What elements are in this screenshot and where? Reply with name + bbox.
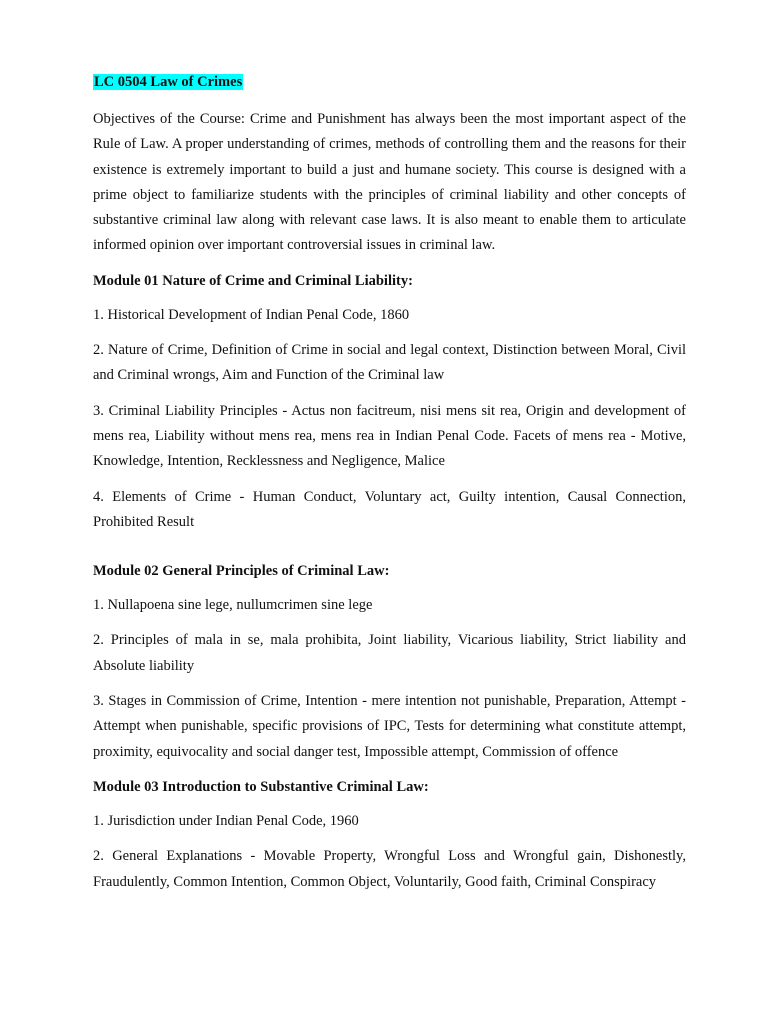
module-item: 1. Jurisdiction under Indian Penal Code, 1960: [93, 812, 359, 829]
module-item: 4. Elements of Crime - Human Conduct, Voluntary act, Guilty intention, Causal Connection, Prohibited Result: [93, 488, 686, 530]
module-item: 1. Nullapoena sine lege, nullumcrimen sine lege: [93, 597, 373, 614]
module-item: 2. Principles of mala in se, mala prohibita, Joint liability, Vicarious liability, Strict liability and Absolute liability: [93, 632, 686, 674]
module-heading: Module 02 General Principles of Criminal Law:: [93, 563, 390, 580]
course-title: [93, 72, 686, 92]
module-heading: Module 01 Nature of Crime and Criminal Liability:: [93, 272, 413, 289]
module-item: 1. Historical Development of Indian Penal Code, 1860: [93, 306, 410, 323]
module-03: [93, 775, 686, 895]
course-title-highlight: LC 0504 Law of Crimes: [94, 74, 243, 90]
module-heading: Module 03 Introduction to Substantive Criminal Law:: [93, 778, 429, 795]
module-item: 3. Criminal Liability Principles - Actus non facitreum, nisi mens sit rea, Origin and development of mens rea, Liability without mens rea, mens rea in Indian Penal Code. Facets of mens rea - Motive, Knowledge, Intention, Recklessness and Negligence, Malice: [93, 402, 686, 470]
module-item: 2. Nature of Crime, Definition of Crime in social and legal context, Distinction between Moral, Civil and Criminal wrongs, Aim and Function of the Criminal law: [93, 342, 686, 384]
module-item: 2. General Explanations - Movable Property, Wrongful Loss and Wrongful gain, Dishonestly, Fraudulently, Common Intention, Common Object, Voluntarily, Good faith, Criminal Conspiracy: [93, 848, 686, 890]
module-item: 3. Stages in Commission of Crime, Intention - mere intention not punishable, Preparation, Attempt - Attempt when punishable, specific provisions of IPC, Tests for determining what constitute attempt, proximity, equivocality and social danger test, Impossible attempt, Commission of offence: [93, 693, 686, 760]
module-02: [93, 559, 686, 765]
course-objectives: Objectives of the Course: Crime and Punishment has always been the most important aspect of the Rule of Law. A proper understanding of crimes, methods of controlling them and the reasons for their existence is extremely important to build a just and humane society. This course is designed with a prime object to familiarize students with the principles of criminal liability and other concepts of substantive criminal law along with relevant case laws. It is also meant to enable them to articulate informed opinion over important controversial issues in criminal law.: [93, 111, 686, 254]
module-01: [93, 269, 686, 535]
